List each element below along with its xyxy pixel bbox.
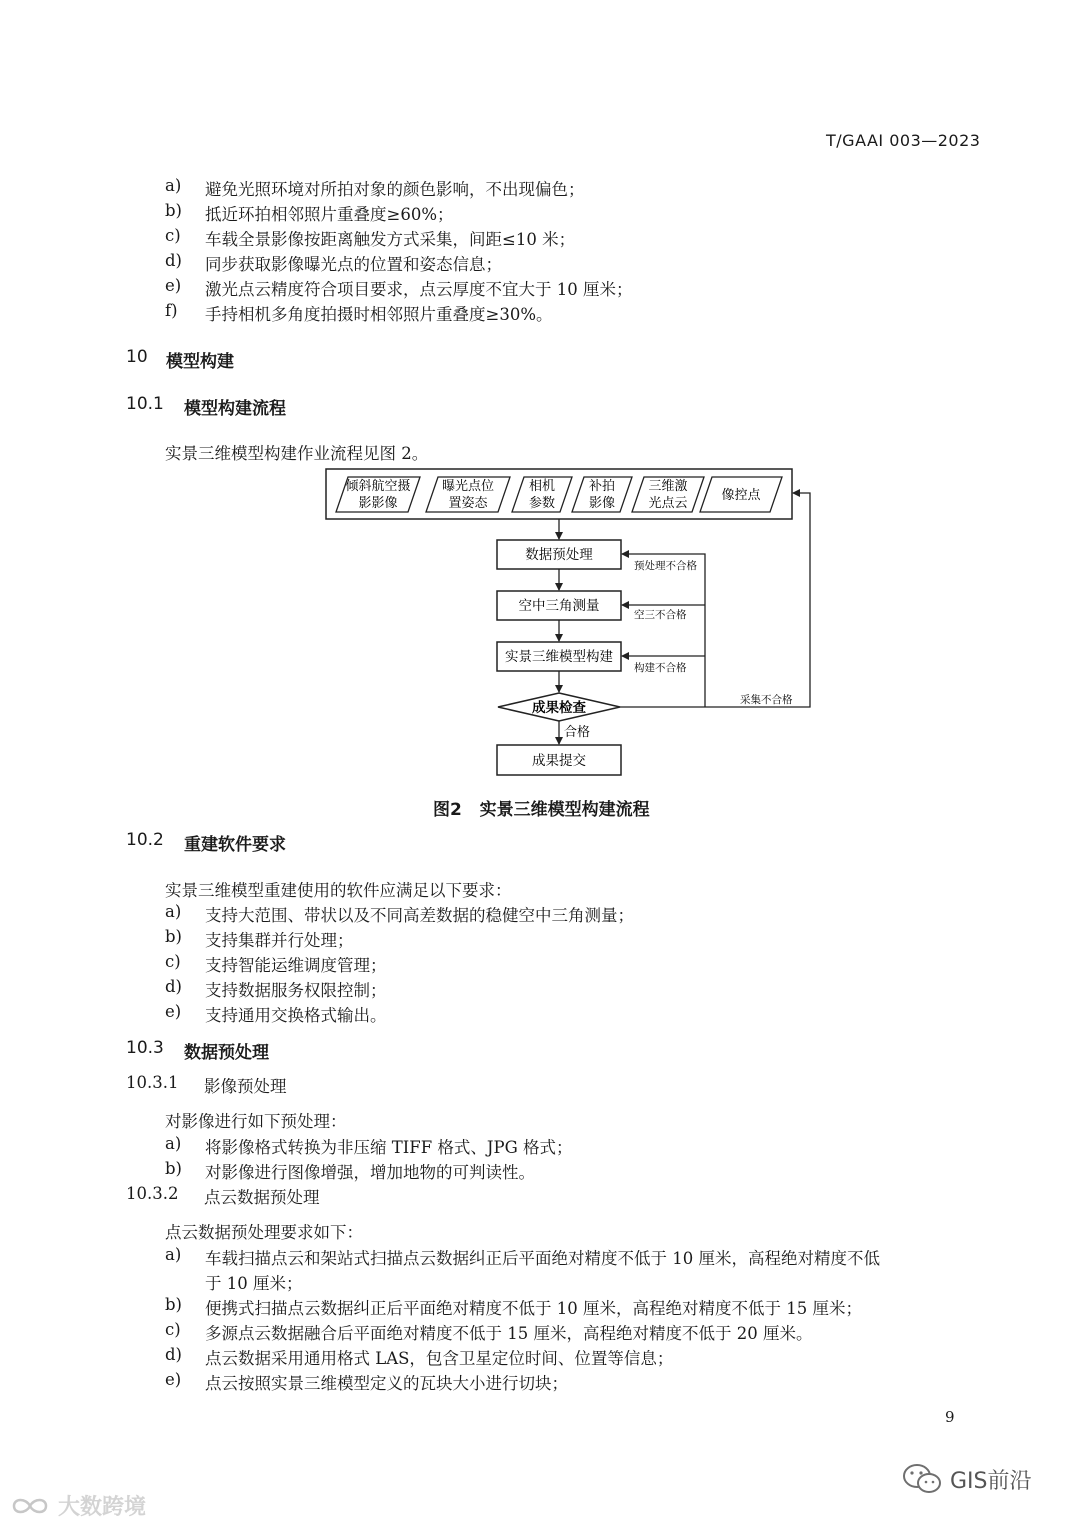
label-collect-fail: 采集不合格: [740, 694, 793, 706]
list-item-continuation: 于 10 厘米；: [205, 1274, 303, 1293]
label-build-fail: 构建不合格: [634, 662, 687, 674]
label-at-fail: 空三不合格: [634, 609, 687, 621]
watermark-right: GIS前沿: [902, 1462, 1032, 1496]
paragraph: 点云数据预处理要求如下：: [165, 1223, 363, 1242]
input-parallelogram: [336, 477, 420, 512]
svg-text:三维激: 三维激: [648, 479, 688, 494]
watermark-left: 大数跨境: [8, 1490, 146, 1521]
step-check-decision: [498, 693, 620, 721]
svg-text:影影像: 影影像: [358, 496, 398, 511]
paragraph: 实景三维模型构建作业流程见图 2。: [165, 444, 429, 463]
step-aerotriangulation: [497, 591, 621, 620]
feedback-loops: [620, 493, 810, 707]
svg-text:补拍: 补拍: [588, 479, 616, 494]
svg-text:参数: 参数: [528, 496, 556, 511]
paragraph: 对影像进行如下预处理：: [165, 1112, 347, 1131]
input-parallelogram: [426, 477, 510, 512]
svg-text:数据预处理: 数据预处理: [525, 547, 593, 563]
figure-caption: 图2 实景三维模型构建流程: [433, 800, 650, 820]
svg-text:像控点: 像控点: [721, 488, 761, 503]
page-number: 9: [945, 1408, 955, 1426]
step-preprocess: [497, 540, 621, 569]
svg-text:空中三角测量: 空中三角测量: [518, 598, 600, 614]
wechat-icon: [902, 1462, 942, 1496]
input-parallelogram: [632, 477, 704, 512]
svg-text:置姿态: 置姿态: [448, 496, 488, 511]
svg-text:成果检查: 成果检查: [532, 700, 586, 716]
svg-text:光点云: 光点云: [648, 496, 688, 511]
infinity-logo-icon: [8, 1494, 52, 1518]
workflow-flowchart: [300, 460, 840, 790]
paragraph: 实景三维模型重建使用的软件应满足以下要求：: [165, 881, 512, 900]
svg-text:曝光点位: 曝光点位: [441, 479, 495, 494]
document-id: T/GAAI 003—2023: [826, 131, 981, 150]
svg-text:影像: 影像: [588, 496, 616, 511]
label-pass: 合格: [564, 725, 591, 740]
input-parallelogram: [700, 477, 782, 512]
svg-text:倾斜航空摄: 倾斜航空摄: [345, 479, 411, 494]
svg-text:成果提交: 成果提交: [532, 753, 586, 769]
svg-text:实景三维模型构建: 实景三维模型构建: [505, 649, 613, 665]
step-model-build: [497, 642, 621, 671]
label-preprocess-fail: 预处理不合格: [634, 560, 697, 572]
step-submit: [497, 745, 621, 775]
svg-text:相机: 相机: [528, 479, 556, 494]
